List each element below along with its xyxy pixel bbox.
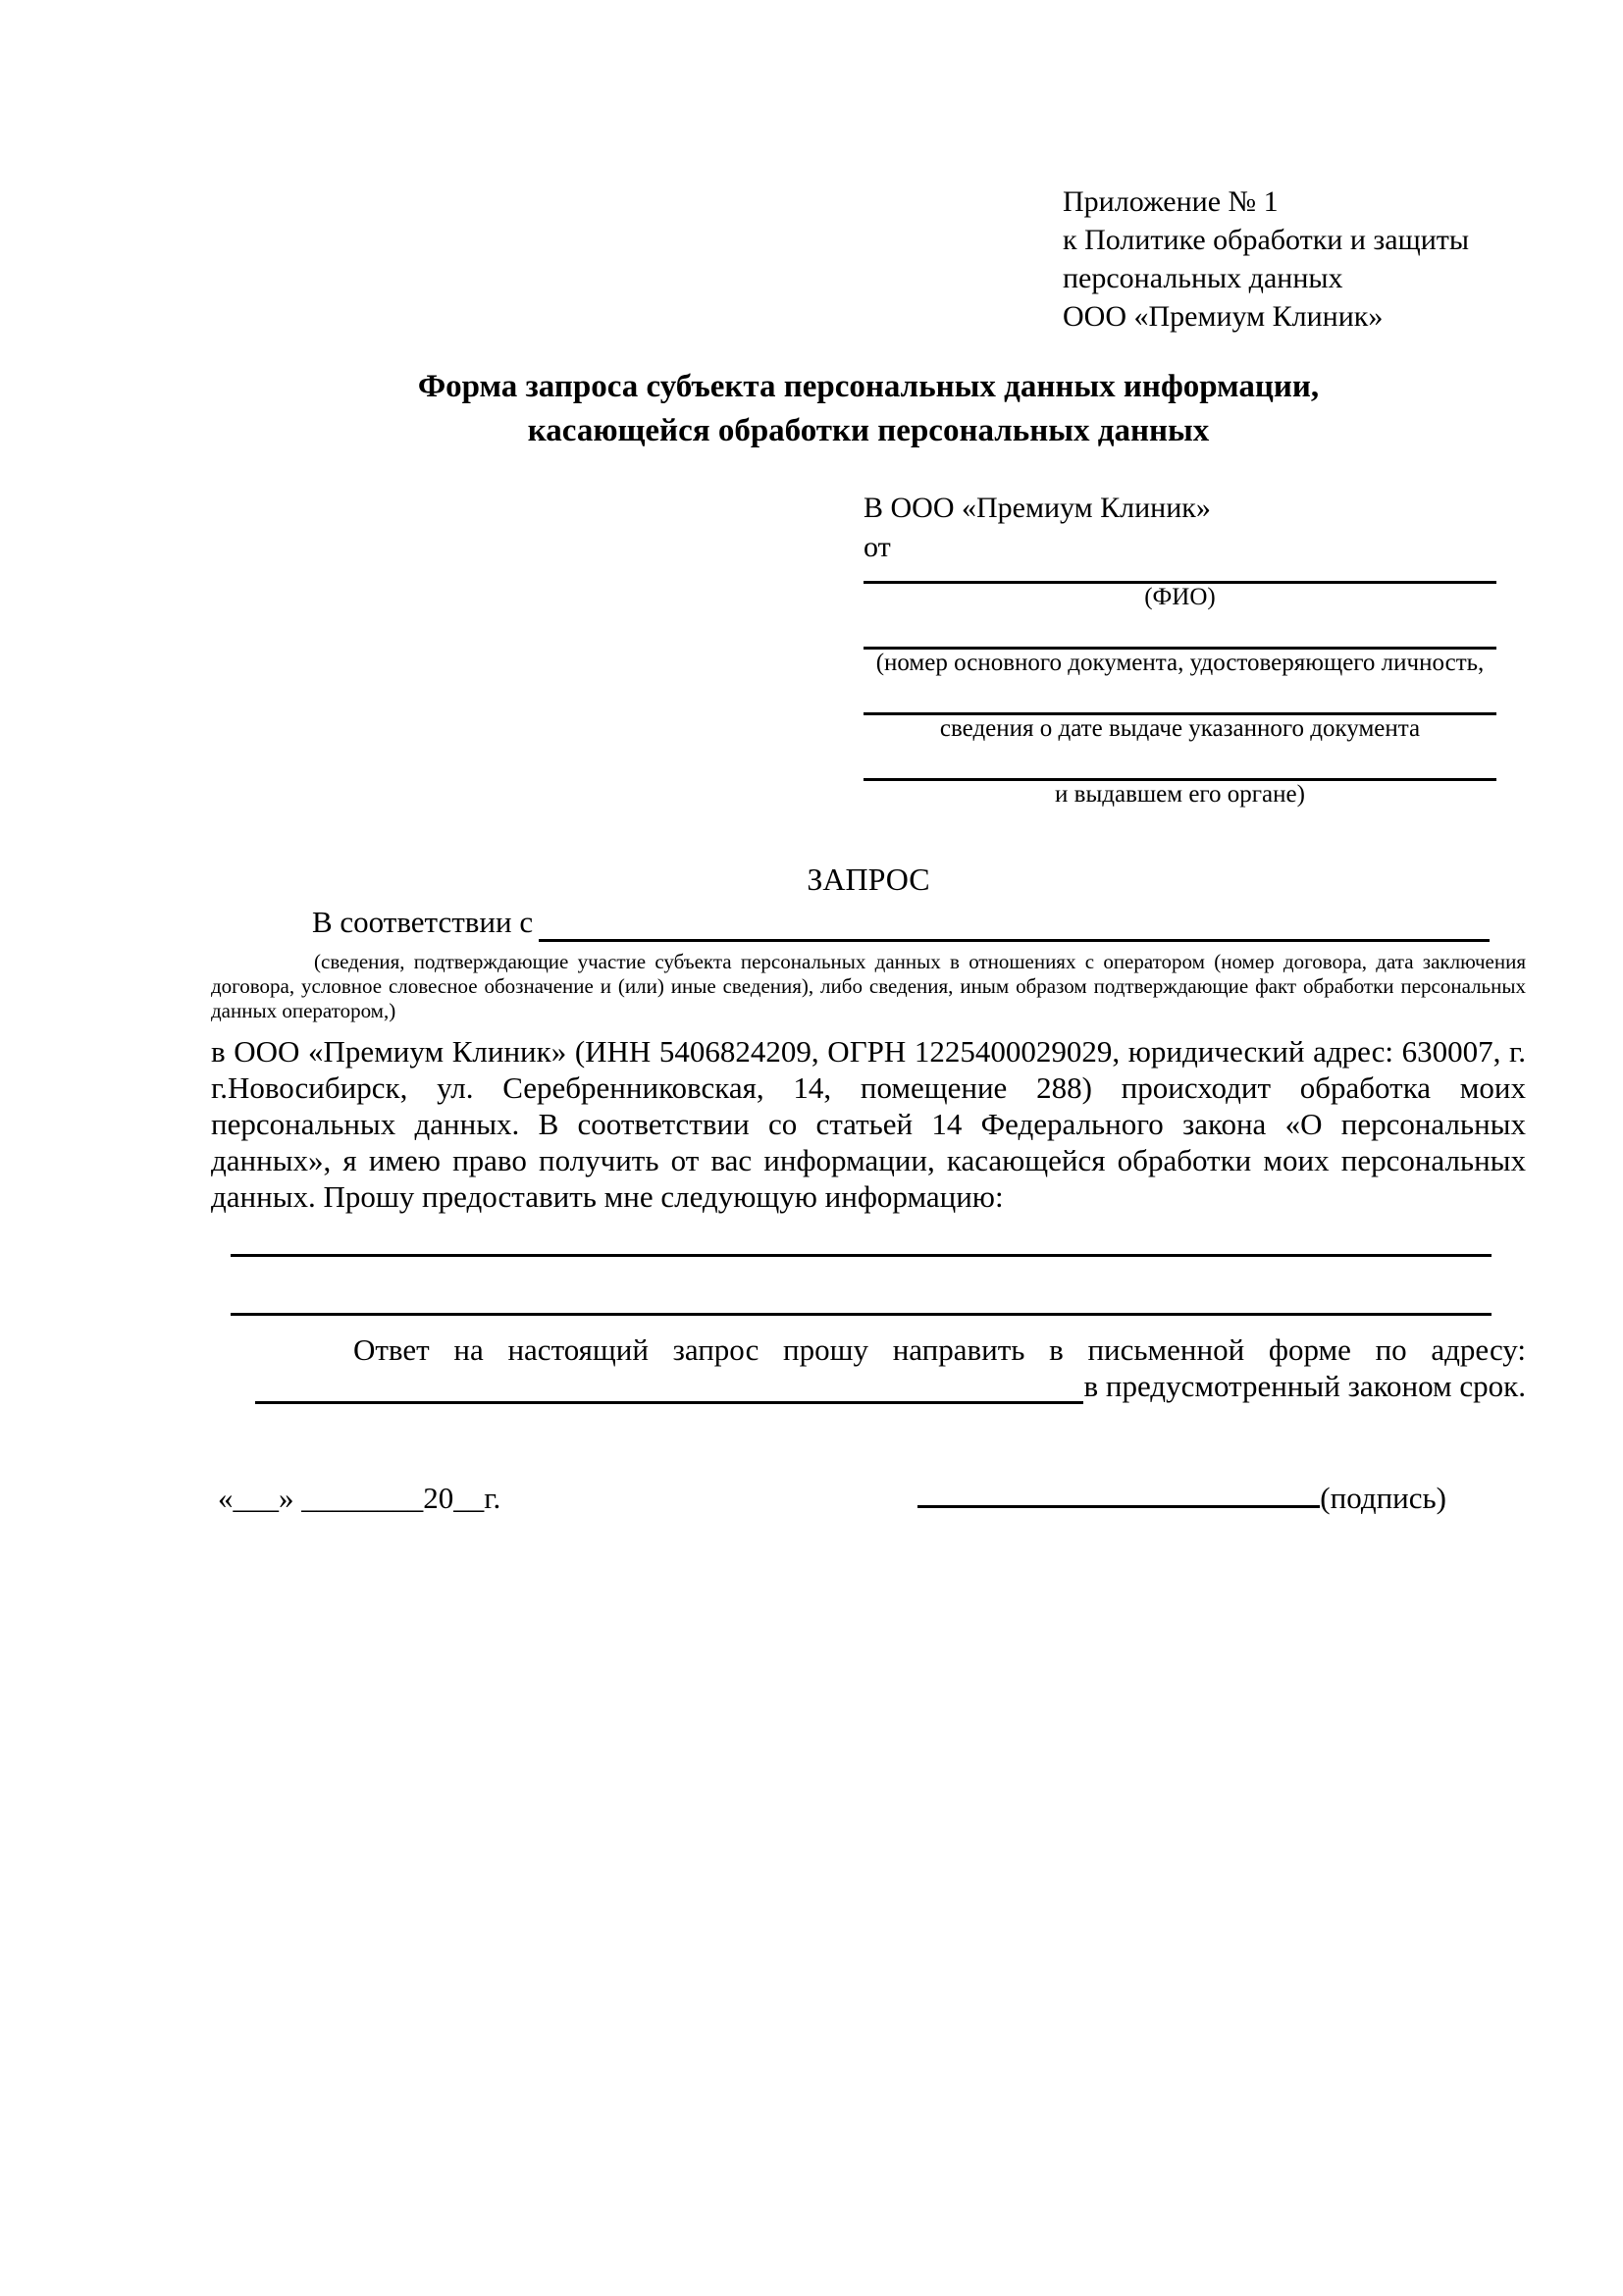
issue-date-caption: сведения о дате выдаче указанного документа bbox=[939, 715, 1421, 742]
appendix-note bbox=[1063, 183, 1526, 336]
signature-group bbox=[917, 1479, 1446, 1518]
signature-label: (подпись) bbox=[1320, 1481, 1446, 1515]
info-blank-line-2 bbox=[231, 1257, 1492, 1316]
addressee-from-label: от bbox=[864, 531, 891, 563]
appendix-line: к Политике обработки и защиты bbox=[1063, 224, 1470, 256]
accordance-prefix: В соответствии с bbox=[312, 905, 534, 939]
info-blank-line-1 bbox=[231, 1215, 1492, 1257]
reply-term-text: в предусмотренный законом срок. bbox=[1083, 1369, 1526, 1403]
document-title-line: касающейся обработки персональных данных bbox=[527, 413, 1210, 448]
fio-blank-line bbox=[864, 567, 1496, 584]
reply-address-blank-line bbox=[255, 1401, 1083, 1404]
issuing-authority-blank-line bbox=[864, 743, 1496, 781]
signature-row bbox=[211, 1479, 1526, 1518]
addressee-block bbox=[864, 489, 1496, 809]
body-paragraph: в ООО «Премиум Клиник» (ИНН 5406824209, ОГРН 1225400029029, юридический адрес: 630007, г. г.Новосибирск, ул. Серебренниковская, 14, помещение 288) происходит обработка моих персональных данных. В соответствии со статьей 14 Федерального закона «О персональных данных», я имею право получить от вас информации, касающейся обработки моих персональных данных. Прошу предоставить мне следующую информацию: bbox=[211, 1034, 1526, 1214]
reply-address-row bbox=[211, 1368, 1526, 1404]
addressee-to: В ООО «Премиум Клиник» bbox=[864, 492, 1211, 524]
request-heading: ЗАПРОС bbox=[807, 861, 930, 897]
document-title-line: Форма запроса субъекта персональных данных информации, bbox=[417, 369, 1320, 404]
appendix-line: персональных данных bbox=[1063, 262, 1343, 294]
accordance-blank-line bbox=[539, 903, 1490, 942]
fio-caption: (ФИО) bbox=[1144, 584, 1216, 610]
document-number-caption: (номер основного документа, удостоверяющего личность, bbox=[875, 650, 1485, 676]
accordance-row bbox=[211, 903, 1526, 942]
signature-blank-line bbox=[917, 1505, 1320, 1508]
document-number-blank-line bbox=[864, 611, 1496, 650]
fine-print-note: (сведения, подтверждающие участие субъекта персональных данных в отношениях с оператором (номер договора, дата заключения договора, условное словесное обозначение и (или) иные сведения), либо сведения, иным образом подтверждающие факт обработки персональных данных оператором,) bbox=[211, 950, 1526, 1022]
document-title bbox=[211, 365, 1526, 453]
issue-date-blank-line bbox=[864, 677, 1496, 715]
appendix-line: ООО «Премиум Клиник» bbox=[1063, 300, 1384, 333]
date-blank-text: «___» ________20__г. bbox=[218, 1481, 501, 1515]
reply-request-text: Ответ на настоящий запрос прошу направить в письменной форме по адресу: bbox=[353, 1332, 1526, 1367]
issuing-authority-caption: и выдавшем его органе) bbox=[1055, 781, 1305, 808]
appendix-line: Приложение № 1 bbox=[1063, 185, 1279, 218]
